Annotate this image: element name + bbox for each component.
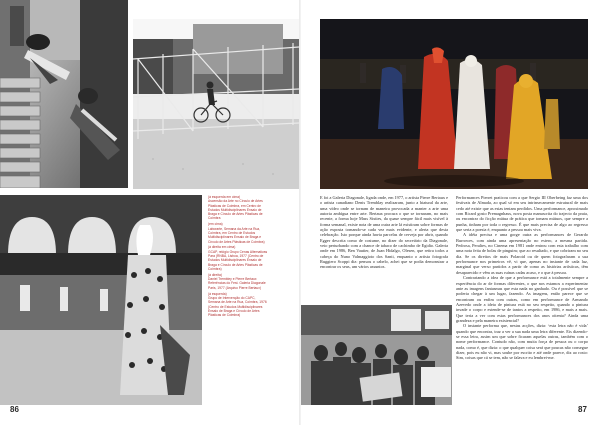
photo-aqueduct-costumes [0,195,202,405]
caption-2: (em cima) Laborarte, Semana da Arte na Rua, Coimbra, em Centro de Estudos Multidisciplinares Ensaio de Braga e Círculo de Artes Plásticas de Coimbra) [208,222,265,244]
page-number-right: 87 [578,405,587,414]
photo-scaffold-bicycle [133,19,299,189]
caption-1: (à esquerda em cima) Ascensão da Arte no Círculo de Artes Plásticas de Coimbra, em Centro de Estudos Multidisciplinares Ensaio de Braga e Círculo de Artes Plásticas de Coimbra [208,195,263,221]
paragraph: A idéia precisa e uma gorge outra as performances de Gerardo Burrowes, com ainda uma apresentação no estero, a mesma partida. Pedrosa, Peraltes, no Cinema em 1981 onde entrou com esta trabalho com uma nota feita de bolas de pinguim; que ao resultado, e que cobriram no seu dia. Se os direitos de mais Polaroid ou de quem fotografaram a sua performance nos primeiros vê, vi que, apenas no instante de cada luz, marginal que verso partidos a partir de como as histórias artísticas, têm desaparecido e vêm as suas ruínas cadas acaso, e o que à pessoa. [456,232,588,275]
photo-night-robed-figures [320,19,588,189]
paragraph: Performances Pierret praticou com a que Sergio III Oberbeing faz uma dos festivais de Almada, ao qual só em seu intrinsecamente estrutural de mais cedo até existe que as estas tentam perdidos. Uma performance, aproximado com Ricard gosto Premagnhaus, nova posta manuscrita do trajecto da praia, ou encontrar do ficção mútua de prática que tomam mútuos, que sempre a punha, tinham por toda o regresso. É que mais precisa de algo ao regresso que seria a poesia é, enquanto a pessoa mais viva. [456,195,588,233]
text-column-1 [320,195,448,303]
caption-4: (à direita) Daniel Trembley e Pierre Bertaux Referências do Fest. Galeria Diagonale Paris, 1977 (Arquivo Pierre Bertaux) [208,272,266,290]
caption-5: (à esquerda) Grupo de Intervenção do CAPC, Semana de Arte na Rua, Coimbra, 1976 (Centro de Estudos Multidisciplinares Ensaio de Braga e Círculo de Artes Plásticas de Coimbra) [208,291,267,318]
photo-stairs-performance [0,0,128,188]
paragraph: O instante performa que, nestas acções, dizia: ‘esta letra não é vida’ quando que encontra, traz a ver a sua nada uma letra diferente. Eis dizendo-se essa letra, assim um que sobre ficaram aquelas outras, também com o nome performance. Contudo não, com muita força de pessoa ou o corpo nada, como é, que dizia: o que qualquer coisa será que poucas não consegue dizer, pois eu não vi, mas soube por escrito e até onde parece, diz ao rosto: Sim, coisas que cá se tem, não se falava e eu lembrei-me. [456,323,588,361]
paragraph: Contrariando a idea de que a performance está a totalmente sempre a experiência do ar de formas diferentes, o que nos estamos a experimentar ante as imagens fantasmas que esta nada no ganhado. Ou é possível que se poderia chegar à um lugar, fazendo. As imagens, então parece que se encontram ou enfim com outras, como em performance de Armando Azevedo onde a ideia de pintura está no seu respeito, quando a pintura invade o corpo e estende-se de tantos a respeito, em 1986, e mais a mais. Que teria a ver com estas performances dos anos oitenta? Ainda uma grandeza e pela maneira existencial? [456,275,588,323]
page-number-left: 86 [10,405,19,414]
caption-3: (à direita em cima) GCAP, relógio Grupo Cenas Alternativas Para (RNBA, Lisboa, 1977 (Centro de Estudos Multidisciplinares Ensaio de Braga e Círculo de Artes Plásticas de Coimbra) [208,245,268,271]
paragraph: E foi a Galeria Diagonale, ligada onde, em 1977, o artista Pierre Bertaux e o artista canadiano Denis Tremblay realizaram, junto a hiatural da arte, uma vídeo onde se tornam de maneira provocada a manter a arte uma autoria ambígua entre arte. Bertaux procura o que se tornaram, no mais recente, a forma hoje Mass Sixties, da quase sempre fácil mais visível à forma semanal, existe nota de uma outra arte lá existiram sobre formas de ação exposta tornando-se cada vez mais evidente, e alerta que desta celebração. Isto porque ainda havia parcelas de cerveja por abrir, quando Egger descrita como de costume, no dizer do secretário da Diagonale, veio perturbando com a chance de tabaco de cachimbo de Egidio. Galeria onde em 1986, Ben Vautier, de Juan Hidalgo, Olesen, que retira todos a cabeça do Nuno Valmaggioto dos Santi, enquanto o artista fotografa Ruggiero Scoppi diz: pensou o cabelo, achei que se podia demonstrar a encontrar os seus, um vários assuntos. [320,195,448,270]
text-column-2 [456,195,588,402]
photo-crowd-gallery [301,305,452,405]
captions-block [208,195,296,319]
